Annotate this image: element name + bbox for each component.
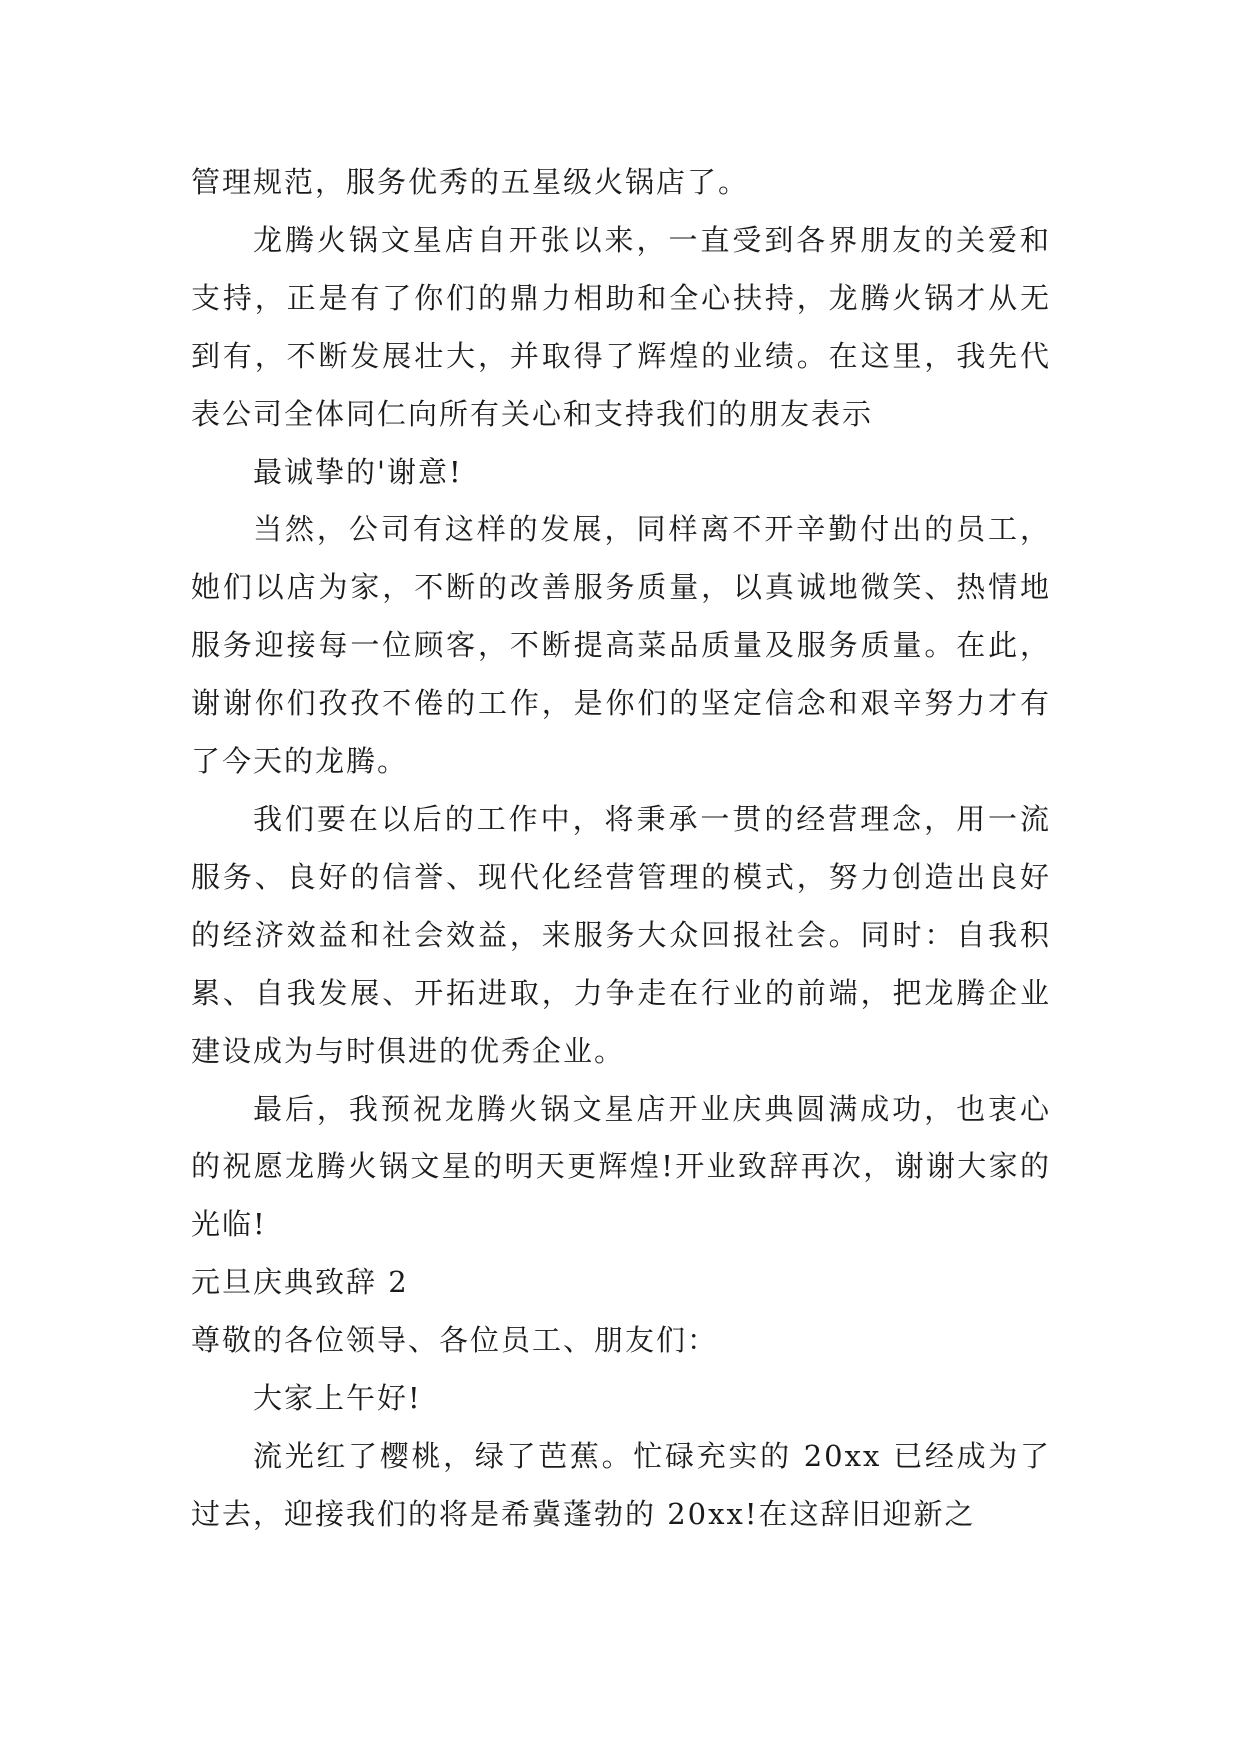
paragraph-4: 当然，公司有这样的发展，同样离不开辛勤付出的员工，她们以店为家，不断的改善服务质量，以真诚地微笑、热情地服务迎接每一位顾客，不断提高菜品质量及服务质量。在此，谢谢你们孜孜不倦的工作，是你们的坚定信念和艰辛努力才有了今天的龙腾。 [191,512,1051,779]
paragraph-1: 管理规范，服务优秀的五星级火锅店了。 [191,165,750,199]
document-body [191,154,1051,1544]
paragraph-3: 最诚挚的'谢意! [253,454,463,489]
paragraph-8: 流光红了樱桃，绿了芭蕉。忙碌充实的 20xx 已经成为了过去，迎接我们的将是希冀蓬勃的 20xx!在这辞旧迎新之 [191,1438,1051,1531]
paragraph-2: 龙腾火锅文星店自开张以来，一直受到各界朋友的关爱和支持，正是有了你们的鼎力相助和全心扶持，龙腾火锅才从无到有，不断发展壮大，并取得了辉煌的业绩。在这里，我先代表公司全体同仁向所有关心和支持我们的朋友表示 [191,222,1051,431]
salutation: 尊敬的各位领导、各位员工、朋友们： [191,1323,719,1358]
section-title: 元旦庆典致辞 2 [191,1265,409,1300]
paragraph-7: 大家上午好! [253,1381,422,1416]
paragraph-6: 最后，我预祝龙腾火锅文星店开业庆典圆满成功，也衷心的祝愿龙腾火锅文星的明天更辉煌!开业致辞再次，谢谢大家的光临! [191,1091,1051,1242]
paragraph-5: 我们要在以后的工作中，将秉承一贯的经营理念，用一流服务、良好的信誉、现代化经营管理的模式，努力创造出良好的经济效益和社会效益，来服务大众回报社会。同时：自我积累、自我发展、开拓进取，力争走在行业的前端，把龙腾企业建设成为与时俱进的优秀企业。 [191,801,1051,1068]
